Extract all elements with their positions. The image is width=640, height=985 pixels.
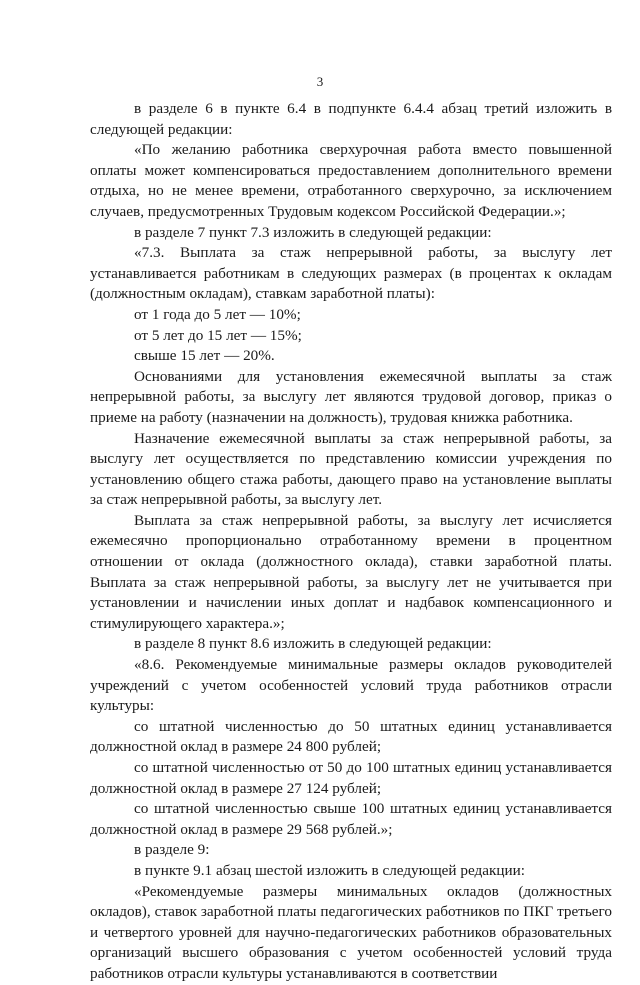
paragraph: в разделе 8 пункт 8.6 изложить в следующей редакции:	[134, 635, 492, 653]
paragraph: «8.6. Рекомендуемые минимальные размеры окладов руководителей учреждений с учетом особенностей условий труда работников отрасли культуры:	[90, 656, 612, 715]
paragraph: «По желанию работника сверхурочная работа вместо повышенной оплаты может компенсироваться предоставлением дополнительного времени отдыха, но не менее времени, отработанного сверхурочно, за исключением случаев, предусмотренных Трудовым кодексом Российской Федерации.»;	[90, 141, 612, 220]
paragraph: в разделе 7 пункт 7.3 изложить в следующей редакции:	[134, 223, 492, 241]
list-item: от 1 года до 5 лет — 10%;	[134, 305, 301, 323]
paragraph: со штатной численностью от 50 до 100 штатных единиц устанавливается должностной оклад в размере 27 124 рублей;	[90, 759, 612, 797]
paragraph: со штатной численностью свыше 100 штатных единиц устанавливается должностной оклад в размере 29 568 рублей.»;	[90, 800, 612, 838]
list-item: от 5 лет до 15 лет — 15%;	[134, 326, 302, 344]
list-item: свыше 15 лет — 20%.	[134, 347, 275, 365]
paragraph: в разделе 9:	[134, 841, 210, 859]
paragraph: «7.3. Выплата за стаж непрерывной работы, за выслугу лет устанавливается работникам в следующих размерах (в процентах к окладам (должностным окладам), ставкам заработной платы):	[90, 244, 612, 303]
paragraph: со штатной численностью до 50 штатных единиц устанавливается должностной оклад в размере 24 800 рублей;	[90, 717, 612, 756]
paragraph: в пункте 9.1 абзац шестой изложить в следующей редакции:	[134, 861, 525, 879]
paragraph: в разделе 6 в пункте 6.4 в подпункте 6.4.4 абзац третий изложить в следующей редакции:	[90, 100, 612, 138]
paragraph: Назначение ежемесячной выплаты за стаж непрерывной работы, за выслугу лет осуществляется по представлению комиссии учреждения по установлению общего стажа работы, дающего право на установление выплаты за стаж непрерывной работы, за выслугу лет.	[90, 429, 612, 509]
paragraph: «Рекомендуемые размеры минимальных окладов (должностных окладов), ставок заработной платы педагогических работников по ПКГ третьего и четвертого уровней для научно-педагогических работников образовательных организаций высшего образования с учетом особенностей условий труда работников отрасли культуры устанавливаются в соответствии	[90, 882, 612, 982]
paragraph: Основаниями для установления ежемесячной выплаты за стаж непрерывной работы, за выслугу лет являются трудовой договор, приказ о приеме на работу (назначении на должность), трудовая книжка работника.	[90, 367, 612, 426]
document-body	[90, 99, 612, 985]
paragraph: Выплата за стаж непрерывной работы, за выслугу лет исчисляется ежемесячно пропорционально отработанному времени в процентном отношении от оклада (должностного оклада), ставки заработной платы. Выплата за стаж непрерывной работы, за выслугу лет не учитывается при установлении и начислении иных доплат и надбавок компенсационного и стимулирующего характера.»;	[90, 511, 612, 632]
page-number: 3	[316, 74, 324, 89]
